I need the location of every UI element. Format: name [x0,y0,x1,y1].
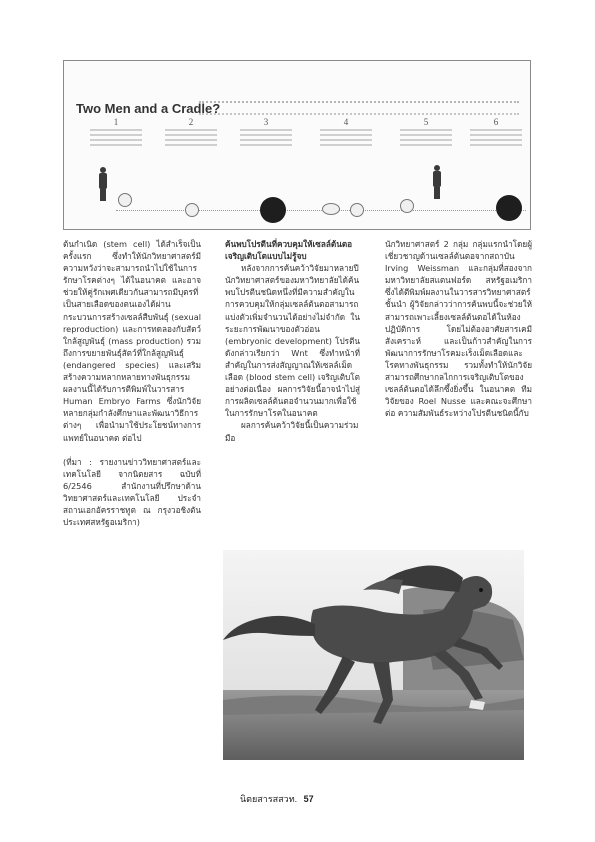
infographic-caption-lines [199,101,519,115]
text-column-left [63,238,201,528]
step-number: 3 [263,117,269,127]
step-4 [316,117,376,217]
petri-dish-icon [496,195,522,221]
step-number: 1 [113,117,119,127]
infographic-figure [63,60,531,230]
step-text-lines [320,129,372,149]
step-3 [236,117,296,217]
section-subheading: ค้นพบโปรตีนที่ควบคุมให้เซลล์ต้นตอเจริญเติบโตแบบไม่รู้จบ [225,239,353,262]
man-figure-icon [98,167,108,201]
step-number: 2 [188,117,194,127]
step-2 [161,117,221,217]
step-5 [396,117,456,217]
body-paragraph: หลังจากการค้นคว้าวิจัยมาหลายปี นักวิทยาศาสตร์ของมหาวิทยาลัยได้ค้นพบโปรตีนชนิดหนึ่งที่มีความสำคัญในการควบคุมให้กลุ่มเซลล์ต้นตอสามารถแบ่งตัวเพิ่มจำนวนได้อย่างไม่จำกัด ในระยะการพัฒนาของตัวอ่อน (embryonic development) โปรตีนดังกล่าวเรียกว่า Wnt ซึ่งทำหน้าที่สำคัญในการส่งสัญญาณให้เซลล์เม็ดเลือด (blood stem cell) เจริญเติบโตอย่างต่อเนื่อง ผลการวิจัยนี้อาจนำไปสู่การผลิตเซลล์ต้นตอจำนวนมากเพื่อใช้ในการรักษาโรคในอนาคต [225,263,360,419]
body-paragraph: นักวิทยาศาสตร์ 2 กลุ่ม กลุ่มแรกนำโดยผู้เชี่ยวชาญด้านเซลล์ต้นตอจากสถาบัน Irving Weissman และกลุ่มที่สองจากมหาวิทยาลัยสแตนฟอร์ด สหรัฐอเมริกา ซึ่งได้ตีพิมพ์ผลงานในวารสารวิทยาศาสตร์ชั้นนำ ผู้วิจัยกล่าวว่าการค้นพบนี้จะช่วยให้สามารถเพาะเลี้ยงเซลล์ต้นตอได้ในห้องปฏิบัติการ โดยไม่ต้องอาศัยสารเคมีสังเคราะห์ และเป็นก้าวสำคัญในการพัฒนาการรักษาโรคมะเร็งเม็ดเลือดและโรคทางพันธุกรรม รวมทั้งทำให้นักวิจัยสามารถศึกษากลไกการเจริญเติบโตของเซลล์ต้นตอได้ลึกซึ้งยิ่งขึ้น ในอนาคต ทีมวิจัยของ Roel Nusse และคณะจะศึกษาต่อ ความสัมพันธ์ระหว่างโปรตีนชนิดนี้กับ [385,239,532,419]
man-figure-icon [432,165,442,199]
text-column-right [385,238,532,419]
body-paragraph: ต้นกำเนิด (stem cell) ได้สำเร็จเป็นครั้งแรก ซึ่งทำให้นักวิทยาศาสตร์มีความหวังว่าจะสามารถนำไปใช้ในการรักษาโรคต่างๆ ได้ในอนาคต และอาจช่วยให้คู่รักเพศเดียวกันสามารถมีบุตรที่เป็นสายเลือดของตนเองได้ผ่านกระบวนการสร้างเซลล์สืบพันธุ์ (sexual reproduction) และการทดลองกับสัตว์ใกล้สูญพันธุ์ (mass production) รวมถึงการขยายพันธุ์สัตว์ที่ใกล้สูญพันธุ์ (endangered species) และเสริมสร้างความหลากหลายทางพันธุกรรม ผลงานนี้ได้รับการตีพิมพ์ในวารสาร Human Embryo Farms ซึ่งนักวิจัยหลายกลุ่มกำลังศึกษาและพัฒนาวิธีการต่างๆ เพื่อนำมาใช้ประโยชน์ทางการแพทย์ในอนาคต ต่อไป [63,239,201,443]
step-text-lines [400,129,452,149]
cell-icon [400,199,414,213]
infographic-steps [76,117,520,217]
step-text-lines [90,129,142,149]
text-column-middle [225,238,360,444]
step-number: 5 [423,117,429,127]
cell-icon [185,203,199,217]
horse-photo-drawing [223,550,524,760]
step-6 [466,117,526,217]
magazine-name: นิตยสารสสวท. [240,794,298,804]
source-citation: (ที่มา : รายงานข่าววิทยาศาสตร์และเทคโนโลยี จากนิตยสาร ฉบับที่ 6/2546 สำนักงานที่ปรึกษาด้านวิทยาศาสตร์และเทคโนโลยี ประจำสถานเอกอัครราชทูต ณ กรุงวอชิงตัน ประเทศสหรัฐอเมริกา) [63,456,201,528]
body-paragraph: ผลการค้นคว้าวิจัยนี้เป็นความร่วมมือ [225,420,359,443]
infographic-title: Two Men and a Cradle? [76,101,221,116]
step-text-lines [470,129,522,149]
embryo-icon [322,203,340,215]
page-number: 57 [303,794,314,804]
cell-icon [118,193,132,207]
step-1 [86,117,146,217]
galloping-horse-photo [223,550,524,760]
step-number: 6 [493,117,499,127]
petri-dish-icon [260,197,286,223]
cell-icon [350,203,364,217]
page-footer [240,792,314,806]
step-number: 4 [343,117,349,127]
step-text-lines [165,129,217,149]
step-text-lines [240,129,292,149]
